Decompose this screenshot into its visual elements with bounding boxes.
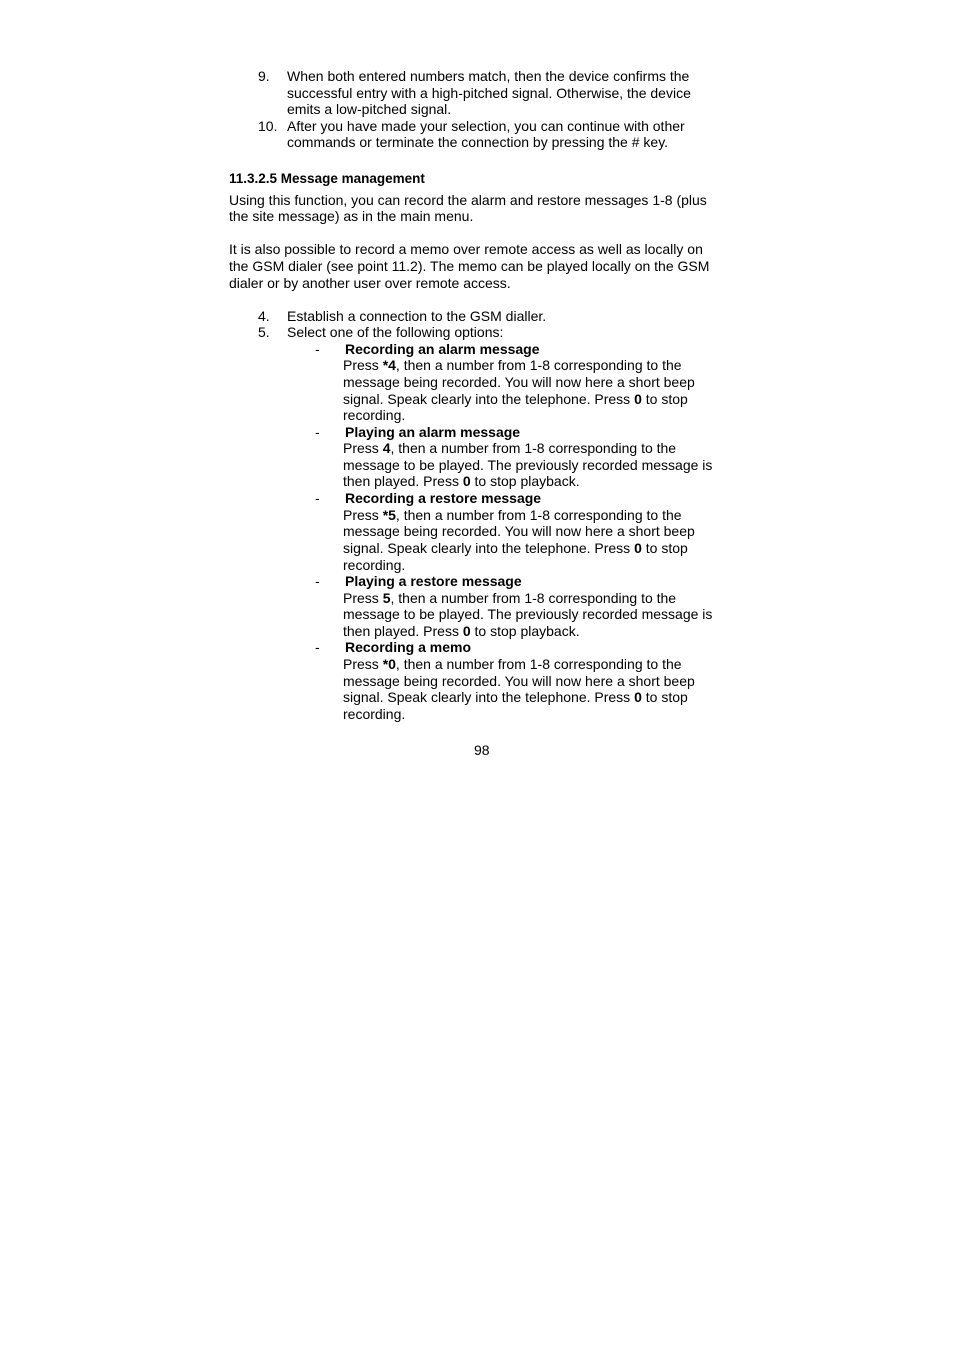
option-line: message being recorded. You will now here a short beep: [343, 523, 695, 539]
key-code: 0: [634, 540, 642, 556]
step-text: After you have made your selection, you can continue with other: [287, 118, 685, 134]
bullet-dash: -: [315, 424, 320, 440]
option-line: message to be played. The previously recorded message is: [343, 606, 713, 622]
step-text: emits a low-pitched signal.: [287, 101, 452, 117]
option-line: message being recorded. You will now here a short beep: [343, 374, 695, 390]
option-title: Playing an alarm message: [345, 424, 521, 440]
step-text: commands or terminate the connection by pressing the # key.: [287, 134, 669, 150]
option-line: then played. Press 0 to stop playback.: [343, 623, 580, 639]
option-title: Recording a memo: [345, 639, 472, 655]
option-title: Playing a restore message: [345, 573, 522, 589]
key-code: 0: [634, 689, 642, 705]
option-line: Press *0, then a number from 1-8 corresponding to the: [343, 656, 682, 672]
key-code: 0: [462, 473, 471, 489]
option-line: recording.: [343, 557, 406, 573]
key-code: 0: [634, 391, 642, 407]
step-text: Establish a connection to the GSM dialler.: [287, 308, 547, 324]
step-number: 10.: [258, 118, 278, 134]
key-code: 5: [382, 590, 391, 606]
bullet-dash: -: [315, 490, 320, 506]
section-heading: 11.3.2.5 Message management: [229, 171, 425, 186]
key-code: *5: [382, 507, 396, 523]
page-number: 98: [474, 742, 490, 758]
step-text: When both entered numbers match, then the device confirms the: [287, 68, 690, 84]
option-line: Press *5, then a number from 1-8 corresponding to the: [343, 507, 682, 523]
option-line: message being recorded. You will now here a short beep: [343, 673, 695, 689]
option-line: signal. Speak clearly into the telephone. Press 0 to stop: [343, 689, 688, 705]
option-line: Press 4, then a number from 1-8 corresponding to the: [343, 440, 677, 456]
option-line: Press 5, then a number from 1-8 corresponding to the: [343, 590, 677, 606]
option-line: signal. Speak clearly into the telephone. Press 0 to stop: [343, 540, 688, 556]
step-number: 9.: [258, 68, 270, 84]
option-title: Recording a restore message: [345, 490, 542, 506]
option-line: message to be played. The previously recorded message is: [343, 457, 713, 473]
key-code: 0: [462, 623, 471, 639]
paragraph-line: the site message) as in the main menu.: [229, 208, 474, 224]
bullet-dash: -: [315, 341, 320, 357]
key-code: 4: [382, 440, 391, 456]
bullet-dash: -: [315, 573, 320, 589]
option-line: then played. Press 0 to stop playback.: [343, 473, 580, 489]
key-code: *0: [382, 656, 396, 672]
paragraph-line: It is also possible to record a memo over remote access as well as locally on: [229, 241, 703, 257]
step-text: successful entry with a high-pitched signal. Otherwise, the device: [287, 85, 691, 101]
paragraph-line: dialer or by another user over remote access.: [229, 275, 511, 291]
paragraph-line: Using this function, you can record the alarm and restore messages 1-8 (plus: [229, 192, 707, 208]
step-number: 4.: [258, 308, 270, 324]
step-number: 5.: [258, 324, 270, 340]
option-line: Press *4, then a number from 1-8 corresponding to the: [343, 357, 682, 373]
option-line: recording.: [343, 407, 406, 423]
key-code: *4: [382, 357, 396, 373]
option-line: recording.: [343, 706, 406, 722]
paragraph-line: the GSM dialer (see point 11.2). The memo can be played locally on the GSM: [229, 258, 710, 274]
bullet-dash: -: [315, 639, 320, 655]
step-text: Select one of the following options:: [287, 324, 504, 340]
option-line: signal. Speak clearly into the telephone. Press 0 to stop: [343, 391, 688, 407]
option-title: Recording an alarm message: [345, 341, 540, 357]
